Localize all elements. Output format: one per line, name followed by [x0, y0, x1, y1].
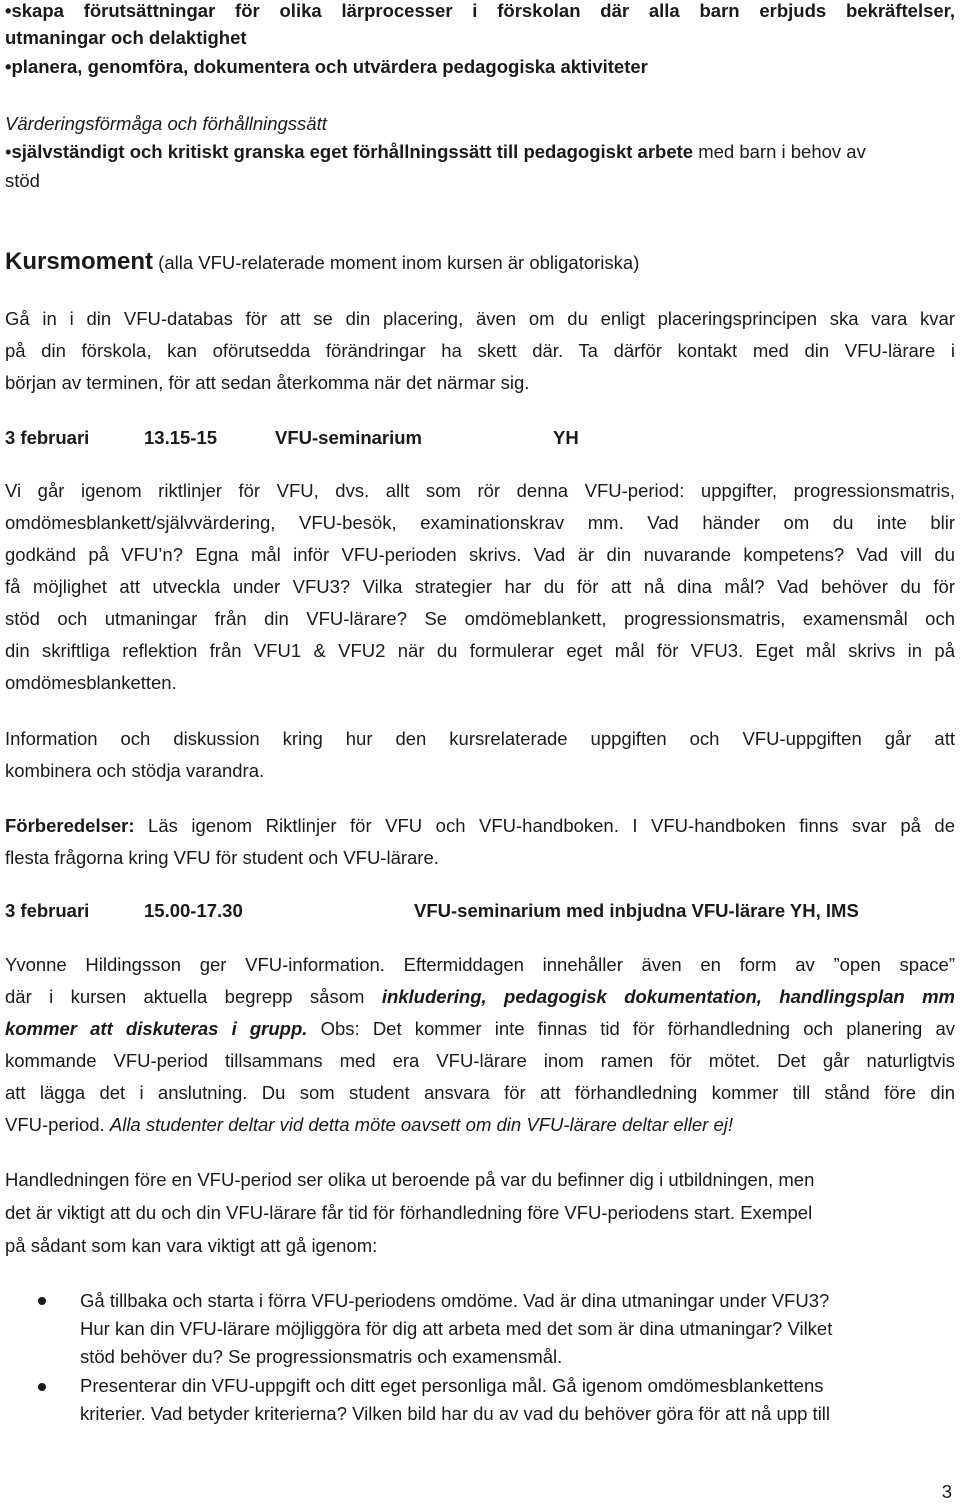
- preparation-label: Förberedelser:: [5, 815, 135, 836]
- paragraph-line: få möjlighet att utveckla under VFU3? Vilka strategier har du för att nå dina mål? Vad behöver du för: [5, 576, 955, 597]
- session-time: 13.15-15: [144, 427, 218, 448]
- paragraph-line: din skriftliga reflektion från VFU1 & VFU2 när du formulerar eget mål för VFU3. Eget mål skrivs in på: [5, 640, 955, 661]
- list-item-line: stöd behöver du? Se progressionsmatris och examensmål.: [80, 1346, 563, 1367]
- session-group: YH: [553, 427, 579, 448]
- session-time: 15.00-17.30: [144, 900, 243, 921]
- paragraph-line: omdömesblanketten.: [5, 672, 177, 693]
- paragraph-line: att lägga det i anslutning. Du som student ansvara för att förhandledning kommer till stånd före din: [5, 1082, 955, 1103]
- list-item-line: Presenterar din VFU-uppgift och ditt eget personliga mål. Gå igenom omdömesblankettens: [80, 1375, 824, 1396]
- kursmoment-heading: Kursmoment (alla VFU-relaterade moment inom kursen är obligatoriska): [5, 248, 640, 275]
- objective-line: utmaningar och delaktighet: [5, 27, 247, 48]
- paragraph-line: där i kursen aktuella begrepp såsom inkludering, pedagogisk dokumentation, handlingsplan mm: [5, 986, 955, 1007]
- list-item-line: Hur kan din VFU-lärare möjliggöra för dig att arbeta med det som är dina utmaningar? Vilket: [80, 1318, 833, 1339]
- bullet-icon: [38, 1383, 46, 1391]
- values-heading: Värderingsförmåga och förhållningssätt: [5, 113, 327, 134]
- session-title: VFU-seminarium med inbjudna VFU-lärare YH, IMS: [414, 900, 859, 921]
- paragraph-line: VFU-period. Alla studenter deltar vid detta möte oavsett om din VFU-lärare deltar eller ej!: [5, 1114, 734, 1135]
- paragraph-line: på sådant som kan vara viktigt att gå igenom:: [5, 1235, 378, 1256]
- session-date: 3 februari: [5, 900, 90, 921]
- preparation-line: flesta frågorna kring VFU för student och VFU-lärare.: [5, 847, 439, 868]
- paragraph-line: det är viktigt att du och din VFU-lärare får tid för förhandledning före VFU-periodens start. Exempel: [5, 1202, 813, 1223]
- paragraph-line: kommer att diskuteras i grupp. Obs: Det kommer inte finnas tid för förhandledning och planering av: [5, 1018, 955, 1039]
- page-number: 3: [941, 1481, 952, 1502]
- bullet-icon: [38, 1297, 46, 1305]
- list-item-line: kriterier. Vad betyder kriterierna? Vilken bild har du av vad du behöver göra för att nå upp till: [80, 1403, 831, 1424]
- paragraph-line: omdömesblankett/självvärdering, VFU-besök, examinationskrav mm. Vad händer om du inte blir: [5, 512, 955, 533]
- list-item-line: Gå tillbaka och starta i förra VFU-periodens omdöme. Vad är dina utmaningar under VFU3?: [80, 1290, 830, 1311]
- paragraph-line: Gå in i din VFU-databas för att se din placering, även om du enligt placeringsprincipen ska vara kvar: [5, 308, 955, 329]
- paragraph-line: stöd och utmaningar från din VFU-lärare? Se omdömeblankett, progressionsmatris, examensmål och: [5, 608, 955, 629]
- paragraph-line: Yvonne Hildingsson ger VFU-information. Eftermiddagen innehåller även en form av ”open space”: [5, 954, 955, 975]
- session-title: VFU-seminarium: [275, 427, 423, 448]
- paragraph-line: på din förskola, kan oförutsedda förändringar ha skett där. Ta därför kontakt med din VFU-lärare i: [5, 340, 955, 361]
- objective-line: stöd: [5, 170, 40, 191]
- paragraph-line: godkänd på VFU’n? Egna mål inför VFU-perioden skrivs. Vad är din nuvarande kompetens? Vad vill du: [5, 544, 955, 565]
- paragraph-line: början av terminen, för att sedan återkomma när det närmar sig.: [5, 372, 530, 393]
- paragraph-line: Vi går igenom riktlinjer för VFU, dvs. allt som rör denna VFU-period: uppgifter, progressionsmatris,: [5, 480, 955, 501]
- paragraph-line: kommande VFU-period tillsammans med era VFU-lärare inom ramen för mötet. Det går naturligtvis: [5, 1050, 955, 1071]
- objective-line: •skapa förutsättningar för olika lärprocesser i förskolan där alla barn erbjuds bekräftelser,: [5, 0, 955, 21]
- objective-line: •självständigt och kritiskt granska eget förhållningssätt till pedagogiskt arbete med barn i behov av: [5, 141, 866, 162]
- paragraph-line: Handledningen före en VFU-period ser olika ut beroende på var du befinner dig i utbildningen, men: [5, 1169, 815, 1190]
- objective-line: •planera, genomföra, dokumentera och utvärdera pedagogiska aktiviteter: [5, 56, 648, 77]
- paragraph-line: kombinera och stödja varandra.: [5, 760, 265, 781]
- paragraph-line: Information och diskussion kring hur den kursrelaterade uppgiften och VFU-uppgiften går att: [5, 728, 955, 749]
- preparation-line: Förberedelser: Läs igenom Riktlinjer för VFU och VFU-handboken. I VFU-handboken finns svar på de: [5, 815, 955, 836]
- session-date: 3 februari: [5, 427, 90, 448]
